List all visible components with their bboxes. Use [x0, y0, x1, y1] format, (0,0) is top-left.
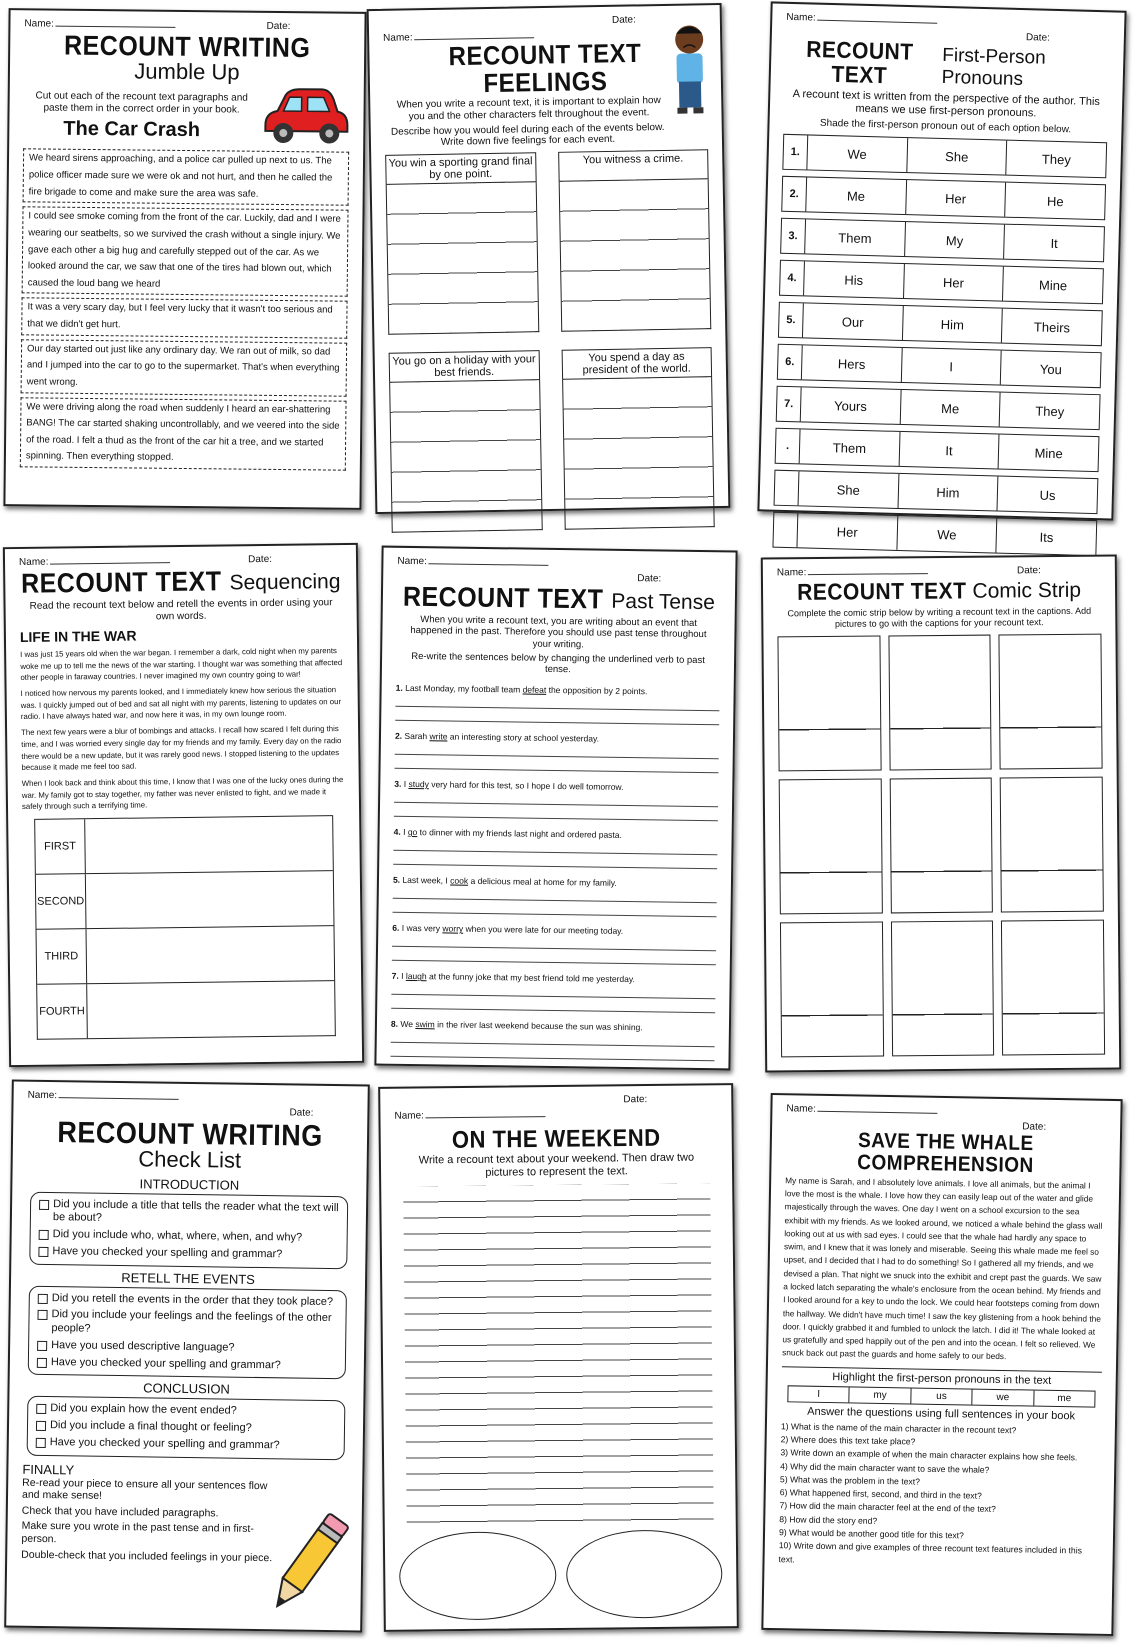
checklist-item[interactable]	[38, 1291, 338, 1309]
pronoun-option[interactable]: My	[905, 222, 1006, 259]
pronoun-row	[776, 386, 1101, 430]
pronoun-row	[775, 428, 1100, 472]
event-prompt: You spend a day as president of the world.	[561, 348, 712, 381]
sentence-start: I was very	[401, 923, 441, 934]
worksheet-feelings	[367, 3, 731, 514]
worksheet-comic-strip	[761, 554, 1121, 1072]
page-title: RECOUNT TEXT	[805, 37, 914, 89]
checkbox[interactable]	[36, 1438, 46, 1448]
paragraph-strip: Our day started out just like any ordinary day. We ran out of milk, so dad and I jumped into the car to go to the supermarket. That's when everything went wrong.	[21, 339, 348, 396]
pronoun-option[interactable]: We	[897, 516, 998, 553]
sequence-label: FIRST	[35, 819, 86, 874]
checkbox[interactable]	[38, 1247, 48, 1257]
story-paragraph: I noticed how nervous my parents looked, and I immediately knew how serious the situation was. I quickly jumped out of bed and sat all night with my parents, listening to updates on our radio. I have always hated war, and now here it was, in my own lounge room.	[20, 685, 342, 722]
name-label: Name:	[394, 1109, 546, 1125]
comic-panel[interactable]	[889, 777, 993, 913]
story-paragraph: The next few years were a blur of bombings and attacks. I recall how scared I felt during this time, and I was worried every single day for my friends and my family. Every day on the radio there would be a new update, but it was rarely good news. I stopped listening to the updates because it made me feel too sad.	[21, 724, 342, 773]
checklist-item[interactable]	[37, 1308, 337, 1340]
sentence-start: Last week, I	[402, 875, 448, 886]
pronoun-option[interactable]: It	[1050, 235, 1058, 251]
pronoun-option[interactable]: Theirs	[1033, 319, 1071, 336]
sentence-end: an interesting story at school yesterday.	[449, 731, 600, 744]
item-number: 7.	[391, 970, 399, 981]
checklist-item[interactable]	[39, 1197, 339, 1229]
pronoun-row	[774, 470, 1099, 514]
question: 9) What would be another good title for this text?	[778, 1527, 964, 1541]
event-prompt: You win a sporting grand final by one point.	[385, 153, 536, 186]
sentence-end: very hard for this test, so I hope I do well tomorrow.	[431, 779, 624, 793]
paragraph-strip: I could see smoke coming from the front of the car. Luckily, dad and I were wearing our seatbelts, so we survived the crash without a single injury. We gave each other a big hug and carefully stepped out of the car. As we looked around the car, we saw that one of the tires had blown out, which caused the loud bang we heard	[22, 207, 349, 298]
underlined-verb: go	[407, 827, 418, 838]
finally-item: Double-check that you included feelings in your piece.	[21, 1548, 273, 1564]
sentence-start: I	[403, 779, 407, 790]
event-prompt: You witness a crime.	[558, 150, 709, 183]
instructions: Complete the comic strip below by writing a recount text in the captions. Add pictures to go with the captions for your recount text.	[787, 605, 1092, 629]
sentence-end: when you were late for our meeting today.	[465, 923, 624, 937]
pronoun-option[interactable]: Yours	[801, 388, 902, 425]
checkbox[interactable]	[36, 1421, 46, 1431]
checklist-text: Did you include a title that tells the reader what the text will be about?	[52, 1197, 339, 1225]
pronoun-option[interactable]: Them	[805, 220, 906, 257]
row-number: .	[776, 429, 801, 464]
instructions-2: Describe how you would feel during each of the events below. Write down five feelings for each event.	[390, 122, 665, 149]
feeling-box	[558, 150, 712, 333]
story-heading: LIFE IN THE WAR	[19, 627, 137, 645]
pronoun-table	[772, 134, 1107, 556]
row-number: 4.	[780, 261, 805, 296]
row-number: 7.	[777, 387, 802, 422]
item-number: 8.	[390, 1018, 399, 1029]
sentence-start: We	[400, 1019, 414, 1030]
page-subtitle: Jumble Up	[134, 58, 240, 85]
sequence-label: THIRD	[37, 929, 88, 984]
paragraph-strip: We were driving along the road when suddenly I heard an ear-shattering BANG! The car started shaking uncontrollably, and we veered into the side of the road. I felt a thud as the front of the car hit a tree, and we started spinning. Then everything stopped.	[20, 397, 347, 471]
sentence-start: Sarah	[404, 731, 428, 742]
underlined-verb: swim	[415, 1019, 435, 1030]
pronoun-row	[781, 176, 1106, 220]
page-subtitle: Past Tense	[611, 589, 716, 615]
row-number: 2.	[782, 177, 807, 212]
event-prompt: You go on a holiday with your best friends.	[389, 351, 540, 384]
page-title: RECOUNT TEXT	[402, 581, 604, 616]
page-title: RECOUNT WRITING	[63, 30, 311, 64]
row-number: 6.	[778, 345, 803, 380]
page-title: ON THE WEEKEND	[451, 1123, 661, 1154]
sentence-end: at the funny joke that my best friend told me yesterday.	[428, 971, 635, 985]
comic-panel[interactable]	[999, 633, 1103, 769]
page-title: RECOUNT WRITING	[57, 1115, 324, 1153]
instructions-2: Re-write the sentences below by changing the underlined verb to past tense.	[411, 651, 705, 676]
checkbox[interactable]	[38, 1293, 48, 1303]
checklist-group	[29, 1191, 348, 1268]
finally-item: Check that you have included paragraphs.	[21, 1504, 219, 1520]
pronoun-option[interactable]: Me	[806, 178, 907, 215]
date-label: Date:	[1025, 32, 1051, 44]
past-tense-items	[391, 683, 720, 1061]
section-introduction: INTRODUCTION	[139, 1175, 240, 1193]
answer-instruction: Answer the questions using full sentences in your book	[807, 1405, 1076, 1422]
worksheet-save-the-whale	[761, 1093, 1122, 1636]
sentence-end: a delicious meal at home for my family.	[470, 875, 617, 889]
underlined-verb: worry	[442, 923, 464, 934]
section-retell: RETELL THE EVENTS	[121, 1269, 256, 1287]
checklist-item[interactable]	[36, 1419, 336, 1437]
date-label: Date:	[248, 553, 273, 566]
checkbox[interactable]	[39, 1230, 49, 1240]
question: 7) How did the main character feel at the end of the text?	[779, 1500, 996, 1515]
checklist-group	[27, 1396, 346, 1460]
comic-panel[interactable]	[1001, 919, 1105, 1055]
section-finally: FINALLY	[22, 1461, 75, 1477]
comic-panel[interactable]	[1000, 776, 1104, 912]
underlined-verb: write	[429, 731, 448, 742]
answer-lines[interactable]	[558, 180, 711, 333]
item-number: 3.	[394, 778, 402, 790]
pronoun-option[interactable]: We	[807, 136, 908, 173]
story-paragraph: When I look back and think about this time, I know that I was one of the lucky ones during the war. My family got to stay together, my father was never enlisted to fight, and we made it safely through such a terrifying time.	[21, 774, 344, 812]
section-conclusion: CONCLUSION	[143, 1380, 230, 1397]
date-label: Date:	[289, 1107, 314, 1119]
underlined-verb: laugh	[405, 971, 427, 982]
pronoun-cell[interactable]: I	[788, 1386, 850, 1402]
checklist-text: Did you include a final thought or feeling?	[49, 1419, 252, 1434]
item-number: 4.	[393, 826, 401, 838]
drawing-oval[interactable]	[565, 1530, 722, 1620]
sequence-label: FOURTH	[37, 984, 88, 1039]
red-car-icon	[259, 85, 350, 148]
checklist-item[interactable]	[39, 1228, 339, 1246]
row-number	[775, 471, 800, 506]
date-label: Date:	[266, 20, 291, 33]
pronoun-row	[779, 260, 1104, 304]
name-label: Name:	[24, 18, 176, 34]
pronoun-option[interactable]: His	[804, 262, 905, 299]
date-label: Date:	[1016, 565, 1041, 577]
comic-panel[interactable]	[780, 921, 884, 1057]
page-title: RECOUNT TEXT FEELINGS	[448, 38, 642, 99]
page-title: RECOUNT TEXT	[20, 566, 222, 600]
pronoun-cell[interactable]: me	[1057, 1392, 1072, 1404]
pronoun-option[interactable]: It	[899, 432, 1000, 469]
sad-boy-icon	[668, 21, 712, 122]
checkbox[interactable]	[36, 1404, 46, 1414]
comic-panel[interactable]	[888, 634, 992, 770]
answer-lines[interactable]	[389, 381, 542, 534]
checklist-text: Have you checked your spelling and grammar?	[50, 1355, 281, 1371]
pronoun-strip	[787, 1385, 1095, 1407]
pronoun-option[interactable]: Her	[906, 180, 1007, 217]
pronoun-option[interactable]: Her	[904, 264, 1005, 301]
question: 1) What is the name of the main character in the recount text?	[780, 1420, 1017, 1435]
instructions: When you write a recount text, it is important to explain how you and the other characters felt throughout the event.	[396, 95, 661, 123]
item-number: 1.	[395, 682, 403, 694]
pronoun-option[interactable]: Mine	[1038, 277, 1068, 294]
checklist-text: Have you checked your spelling and grammar?	[52, 1244, 283, 1261]
checkbox[interactable]	[39, 1199, 49, 1209]
sequence-answer[interactable]	[86, 871, 334, 928]
highlight-instruction: Highlight the first-person pronouns in the text	[832, 1370, 1052, 1387]
pronoun-option[interactable]: Them	[800, 430, 901, 467]
pronoun-row	[782, 134, 1107, 178]
passage: My name is Sarah, and I absolutely love animals. I love all animals, but the animal I love the most is the whale. I love how they can easily leap out of the water and glide majestically through the waves. One day I went on a school excursion to the sea exhibit with my friends. As we looked around, we noticed a whale behind the glass wall looking out at us with sad eyes. I could see that the whale had hardly any space to swim, and I knew that it was lonely and miserable. Seeing this whale made me feel so upset, and I decided that I had to do something! So I gathered all my friends, and we devised a plan. That night we snuck into the exhibit and crept past the guards. We saw a locked latch separating the whale's enclosure from the ocean behind. My friends and I looked around for a key to undo the lock. We could hear footsteps coming from down the hallway. We didn't have much time! I saw the key glistening from a hook behind the door. I quickly grabbed it and fumbled to unlock the latch. I did it! The whale looked at us gratefully and sped happily out of the pen and into the ocean. I felt so relieved. We snuck back out past the guards and home safely to our beds.	[782, 1175, 1103, 1362]
checklist-text: Have you used descriptive language?	[51, 1338, 235, 1354]
sentence-end: to dinner with my friends last night and ordered pasta.	[419, 827, 622, 841]
question: 4) Why did the main character want to save the whale?	[780, 1460, 990, 1475]
answer-lines[interactable]	[562, 378, 715, 531]
page-subtitle: Comic Strip	[972, 578, 1082, 603]
page-title: SAVE THE WHALE COMPREHENSION	[857, 1129, 1034, 1178]
name-label: Name:	[28, 1090, 180, 1106]
pronoun-option[interactable]: They	[1035, 403, 1065, 420]
worksheet-check-list	[4, 1080, 370, 1633]
pronoun-option[interactable]: Us	[1039, 487, 1056, 503]
checkbox[interactable]	[37, 1357, 47, 1367]
pronoun-row	[777, 344, 1102, 388]
checklist-text: Did you retell the events in the order that they took place?	[51, 1291, 334, 1308]
finally-list	[21, 1476, 282, 1564]
sentence-end: in the river last weekend because the sun was shining.	[437, 1019, 643, 1033]
drawing-oval[interactable]	[399, 1532, 556, 1622]
pronoun-row	[772, 512, 1097, 556]
checklist-text: Did you explain how the event ended?	[50, 1402, 237, 1417]
question: 10) Write down and give examples of three recount text features included in this text.	[778, 1540, 1083, 1565]
worksheet-jumble-up	[3, 8, 366, 510]
pronoun-cell[interactable]: us	[911, 1388, 973, 1404]
finally-item: Make sure you wrote in the past tense and in first-person.	[21, 1520, 254, 1546]
sentence-start: Last Monday, my football team	[405, 683, 521, 695]
question: 5) What was the problem in the text?	[779, 1474, 921, 1487]
pronoun-option[interactable]: They	[1041, 151, 1072, 168]
pronoun-option[interactable]: She	[907, 138, 1008, 175]
sentence-start: I	[403, 827, 406, 838]
row-number: 5.	[779, 303, 804, 338]
pronoun-row	[778, 302, 1103, 346]
question: 3) Write down an example of when the main character explains how she feels.	[780, 1447, 1078, 1463]
sequence-answer[interactable]	[87, 926, 335, 983]
pronoun-option[interactable]: Mine	[1034, 445, 1063, 462]
worksheet-pronouns	[757, 1, 1126, 545]
checklist-item[interactable]	[36, 1402, 336, 1420]
paragraph-strip: We heard sirens approaching, and a police car pulled up next to us. The police officer made sure we were ok and not hurt, and then he called the fire brigade to come and make sure the area was safe.	[23, 149, 350, 206]
name-label: Name:	[786, 1103, 938, 1120]
instructions-2: Shade the first-person pronoun out of each option below.	[819, 118, 1072, 136]
page-subtitle: Check List	[138, 1146, 242, 1174]
pronoun-option[interactable]: She	[799, 472, 900, 509]
story-heading: The Car Crash	[63, 117, 201, 142]
worksheet-sequencing	[3, 543, 364, 1067]
worksheet-weekend	[378, 1083, 739, 1632]
date-label: Date:	[611, 14, 636, 26]
finally-item: Re-read your piece to ensure all your sentences flow and make sense!	[21, 1476, 268, 1502]
comic-panel[interactable]	[891, 920, 995, 1056]
sentence-end: the opposition by 2 points.	[548, 685, 648, 697]
question: 6) What happened first, second, and third in the text?	[779, 1487, 982, 1501]
story-paragraph: I was just 15 years old when the war began. I remember a dark, cold night when my parents woke me up to tell me the news of the war starting. I thought war was something that affected other people in faraway countries. I never imagined my own country going to war!	[20, 646, 343, 683]
feeling-box	[389, 351, 543, 534]
checklist-text: Did you include who, what, where, when, and why?	[52, 1228, 303, 1244]
checkbox[interactable]	[37, 1310, 47, 1320]
paragraph-strip: It was a very scary day, but I feel very lucky that it wasn't too serious and that we didn't get hurt.	[21, 298, 347, 339]
pronoun-option[interactable]: You	[1039, 361, 1063, 378]
comic-grid	[777, 633, 1105, 1057]
sentence-start: I	[401, 971, 404, 982]
pronoun-option[interactable]: I	[901, 348, 1002, 385]
pronoun-option[interactable]: Him	[903, 306, 1004, 343]
date-label: Date:	[637, 573, 662, 585]
page-subtitle: Sequencing	[229, 570, 341, 595]
pronoun-option[interactable]: Hers	[802, 346, 903, 383]
name-label: Name:	[397, 556, 549, 572]
checklist-item[interactable]	[37, 1355, 337, 1373]
name-label: Name:	[383, 30, 535, 47]
item-number: 6.	[392, 922, 400, 933]
pencil-icon	[266, 1509, 348, 1620]
page-subtitle: First-Person Pronouns	[941, 44, 1046, 91]
sequence-label: SECOND	[36, 874, 87, 929]
row-number	[773, 513, 798, 548]
page-title: RECOUNT TEXT	[797, 578, 967, 606]
underlined-verb: study	[408, 779, 429, 790]
date-label: Date:	[623, 1094, 648, 1106]
name-label: Name:	[777, 566, 929, 581]
writing-lines[interactable]	[403, 1184, 714, 1527]
feeling-box	[561, 348, 715, 531]
comic-panel[interactable]	[779, 778, 883, 914]
pronoun-cell[interactable]: my	[850, 1387, 912, 1403]
checklist-text: Have you checked your spelling and grammar?	[49, 1435, 280, 1452]
name-label: Name:	[786, 12, 938, 30]
item-number: 5.	[392, 874, 401, 886]
checkbox[interactable]	[37, 1341, 47, 1351]
row-number: 3.	[781, 219, 806, 254]
question: 2) Where does this text take place?	[780, 1434, 916, 1447]
row-number: 1.	[783, 135, 808, 170]
comic-panel[interactable]	[777, 635, 881, 771]
pronoun-option[interactable]: He	[1046, 193, 1064, 210]
instructions: Read the recount text below and retell the events in order using your own words.	[29, 597, 333, 623]
checklist-item[interactable]	[36, 1436, 336, 1454]
feeling-box	[385, 153, 539, 336]
answer-lines[interactable]	[386, 183, 539, 336]
item-number: 2.	[394, 730, 403, 742]
checklist-item[interactable]	[37, 1339, 337, 1357]
underlined-verb: defeat	[522, 684, 547, 696]
checklist-item[interactable]	[38, 1245, 338, 1263]
instructions: A recount text is written from the perspective of the author. This means we use first-person pronouns.	[792, 88, 1101, 120]
worksheet-past-tense	[374, 546, 737, 1071]
name-label: Name:	[19, 555, 171, 571]
pronoun-option[interactable]: Him	[898, 474, 999, 511]
pronoun-row	[780, 218, 1105, 262]
underlined-verb: cook	[450, 875, 469, 886]
instructions: When you write a recount text, you are writing about an event that happened in the past. Therefore you should use past tense throughout your writing.	[410, 614, 707, 651]
pronoun-option[interactable]: Its	[1039, 529, 1054, 545]
question: 8) How did the story end?	[779, 1513, 878, 1526]
pronoun-option[interactable]: Her	[797, 514, 898, 551]
sequence-table	[34, 815, 336, 1040]
pronoun-option[interactable]: Our	[803, 304, 904, 341]
sequence-answer[interactable]	[87, 981, 335, 1038]
sequence-answer[interactable]	[85, 816, 333, 873]
checklist-text: Did you include your feelings and the feelings of the other people?	[51, 1308, 332, 1335]
checklist-group	[28, 1285, 347, 1379]
instructions: Cut out each of the recount text paragraphs and paste them in the correct order in your book.	[35, 90, 248, 116]
question-list	[778, 1420, 1101, 1572]
date-label: Date:	[1022, 1121, 1047, 1133]
pronoun-option[interactable]: Me	[900, 390, 1001, 427]
pronoun-cell[interactable]: we	[973, 1389, 1035, 1405]
instructions: Write a recount text about your weekend. Then draw two pictures to represent the text.	[418, 1151, 695, 1180]
